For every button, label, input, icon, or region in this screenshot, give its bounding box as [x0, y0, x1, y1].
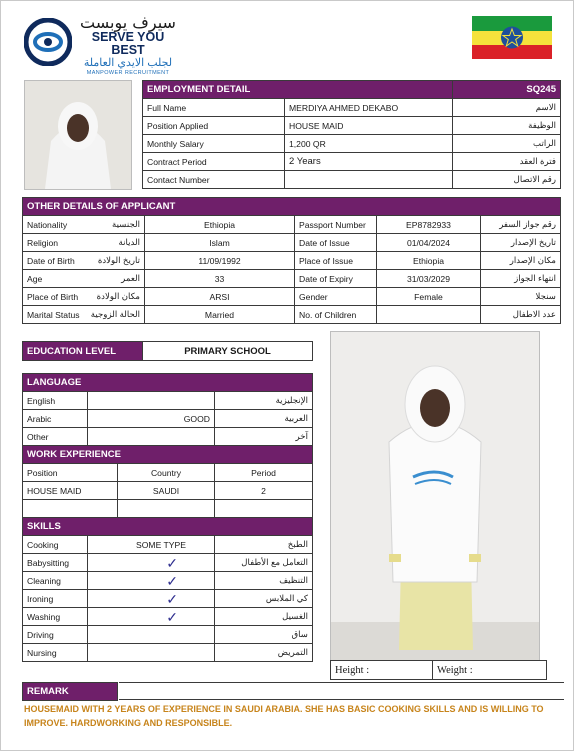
remark-header: [22, 682, 118, 701]
detail-label: Religion: [23, 234, 85, 252]
skill-name: Babysitting: [23, 554, 88, 572]
detail-label: Marital Status: [23, 306, 85, 324]
detail-row: [23, 306, 561, 324]
skill-value: [88, 626, 215, 644]
checkmark-icon: ✓: [166, 572, 178, 589]
detail-label-arabic: تاريخ الولادة: [85, 252, 145, 270]
detail-value: ARSI: [145, 288, 295, 306]
employment-row: [143, 153, 561, 171]
detail-label: Place of Issue: [295, 252, 377, 270]
work-header-row: [23, 464, 313, 482]
remark-header-rule: [119, 682, 564, 700]
language-level: [88, 392, 215, 410]
language-name: Other: [23, 428, 88, 446]
other-details-title: OTHER DETAILS OF APPLICANT: [23, 198, 561, 216]
skill-name-arabic: التنظيف: [215, 572, 313, 590]
detail-label-arabic: الديانة: [85, 234, 145, 252]
field-label-arabic: الاسم: [453, 99, 561, 117]
language-row: [23, 428, 313, 446]
applicant-portrait-photo: [24, 80, 132, 190]
detail-label: Age: [23, 270, 85, 288]
detail-value: Married: [145, 306, 295, 324]
language-name: English: [23, 392, 88, 410]
field-value: 1,200 QR: [285, 135, 453, 153]
field-label: Monthly Salary: [143, 135, 285, 153]
field-label: Contract Period: [143, 153, 285, 171]
language-row: [23, 392, 313, 410]
language-row: [23, 410, 313, 428]
skill-row: [23, 590, 313, 608]
skill-row: [23, 572, 313, 590]
skill-name-arabic: الغسيل: [215, 608, 313, 626]
remark-title: REMARK: [23, 683, 118, 701]
skill-name-arabic: الطبخ: [215, 536, 313, 554]
employment-detail-title: EMPLOYMENT DETAIL: [143, 81, 453, 99]
detail-value: Female: [377, 288, 481, 306]
logo-arabic-sub: لجلب الايدي العاملة: [83, 57, 173, 69]
detail-label-arabic: سنجلا: [481, 288, 561, 306]
work-row: [23, 482, 313, 500]
detail-label: No. of Children: [295, 306, 377, 324]
skill-value: SOME TYPE: [88, 536, 215, 554]
language-name-arabic: آخر: [215, 428, 313, 446]
detail-row: [23, 288, 561, 306]
skill-name-arabic: ساق: [215, 626, 313, 644]
work-header-country: Country: [118, 464, 215, 482]
field-label-arabic: الراتب: [453, 135, 561, 153]
logo-subtitle: MANPOWER RECRUITMENT: [86, 70, 170, 76]
work-position: [23, 500, 118, 518]
skill-row: [23, 554, 313, 572]
work-header-period: Period: [215, 464, 313, 482]
skill-name-arabic: كي الملابس: [215, 590, 313, 608]
employment-row: [143, 171, 561, 189]
detail-label: Place of Birth: [23, 288, 85, 306]
work-period: 2: [215, 482, 313, 500]
skill-name: Cleaning: [23, 572, 88, 590]
work-country: [118, 500, 215, 518]
language-name-arabic: العربية: [215, 410, 313, 428]
detail-value: Ethiopia: [377, 252, 481, 270]
education-level-label: EDUCATION LEVEL: [23, 342, 143, 361]
education-level-table: [22, 341, 313, 361]
field-label-arabic: الوظيفة: [453, 117, 561, 135]
detail-value: Ethiopia: [145, 216, 295, 234]
field-value: [285, 171, 453, 189]
language-work-skills-table: [22, 373, 313, 662]
skills-title: SKILLS: [23, 518, 313, 536]
detail-value: Islam: [145, 234, 295, 252]
company-logo-icon: [24, 18, 72, 66]
skill-row: [23, 644, 313, 662]
detail-label-arabic: رقم جواز السفر: [481, 216, 561, 234]
measurement-table: [330, 660, 547, 680]
detail-row: [23, 252, 561, 270]
work-position: HOUSE MAID: [23, 482, 118, 500]
detail-value: [377, 306, 481, 324]
employment-row: [143, 117, 561, 135]
work-header-position: Position: [23, 464, 118, 482]
language-name-arabic: الإنجليزية: [215, 392, 313, 410]
applicant-full-body-photo: [330, 331, 540, 661]
skill-row: [23, 626, 313, 644]
ethiopia-flag-icon: [472, 16, 552, 59]
detail-label-arabic: مكان الإصدار: [481, 252, 561, 270]
field-value: HOUSE MAID: [285, 117, 453, 135]
skill-name: Cooking: [23, 536, 88, 554]
detail-label: Passport Number: [295, 216, 377, 234]
detail-label: Gender: [295, 288, 377, 306]
field-label: Position Applied: [143, 117, 285, 135]
field-value: 2 Years: [285, 153, 453, 171]
checkmark-icon: ✓: [166, 554, 178, 571]
detail-value: 01/04/2024: [377, 234, 481, 252]
logo-title: SERVE YOU BEST: [91, 30, 165, 57]
field-label: Full Name: [143, 99, 285, 117]
detail-label-arabic: تاريخ الإصدار: [481, 234, 561, 252]
skill-value: [88, 644, 215, 662]
detail-row: [23, 270, 561, 288]
detail-value: 11/09/1992: [145, 252, 295, 270]
detail-label-arabic: انتهاء الجواز: [481, 270, 561, 288]
detail-label: Date of Issue: [295, 234, 377, 252]
remark-text: HOUSEMAID WITH 2 YEARS OF EXPERIENCE IN SAUDI ARABIA. SHE HAS BASIC COOKING SKILLS AND IS WILLING TO IMPROVE. HARDWORKING AND RESPONSIBLE.: [24, 704, 544, 728]
checkmark-icon: ✓: [166, 608, 178, 625]
other-details-table: [22, 197, 561, 324]
skill-row: [23, 608, 313, 626]
field-value: MERDIYA AHMED DEKABO: [285, 99, 453, 117]
detail-label: Date of Expiry: [295, 270, 377, 288]
detail-row: [23, 234, 561, 252]
field-label-arabic: رقم الاتصال: [453, 171, 561, 189]
skill-name: Driving: [23, 626, 88, 644]
detail-label-arabic: العمر: [85, 270, 145, 288]
skill-row: [23, 536, 313, 554]
work-row: [23, 500, 313, 518]
detail-label-arabic: مكان الولادة: [85, 288, 145, 306]
detail-row: [23, 216, 561, 234]
employment-detail-table: [142, 80, 561, 189]
height-label: Height :: [331, 661, 433, 680]
field-label: Contact Number: [143, 171, 285, 189]
employment-code: SQ245: [453, 81, 561, 99]
employment-row: [143, 99, 561, 117]
skill-name-arabic: التمريض: [215, 644, 313, 662]
language-level: GOOD: [88, 410, 215, 428]
skill-name: Ironing: [23, 590, 88, 608]
detail-label-arabic: الحالة الزوجية: [85, 306, 145, 324]
detail-label: Nationality: [23, 216, 85, 234]
detail-label-arabic: الجنسية: [85, 216, 145, 234]
skill-name: Nursing: [23, 644, 88, 662]
weight-label: Weight :: [433, 661, 547, 680]
checkmark-icon: ✓: [166, 590, 178, 607]
detail-label-arabic: عدد الاطفال: [481, 306, 561, 324]
detail-value: EP8782933: [377, 216, 481, 234]
work-country: SAUDI: [118, 482, 215, 500]
detail-value: 31/03/2029: [377, 270, 481, 288]
detail-value: 33: [145, 270, 295, 288]
skill-name-arabic: التعامل مع الأطفال: [215, 554, 313, 572]
language-title: LANGUAGE: [23, 374, 313, 392]
work-period: [215, 500, 313, 518]
detail-label: Date of Birth: [23, 252, 85, 270]
skill-name: Washing: [23, 608, 88, 626]
logo-arabic: سيرف يوبست: [80, 13, 176, 32]
education-level-value: PRIMARY SCHOOL: [143, 342, 313, 361]
employment-row: [143, 135, 561, 153]
logo-block: [78, 15, 178, 76]
work-experience-title: WORK EXPERIENCE: [23, 446, 313, 464]
language-name: Arabic: [23, 410, 88, 428]
field-label-arabic: فترة العقد: [453, 153, 561, 171]
language-level: [88, 428, 215, 446]
